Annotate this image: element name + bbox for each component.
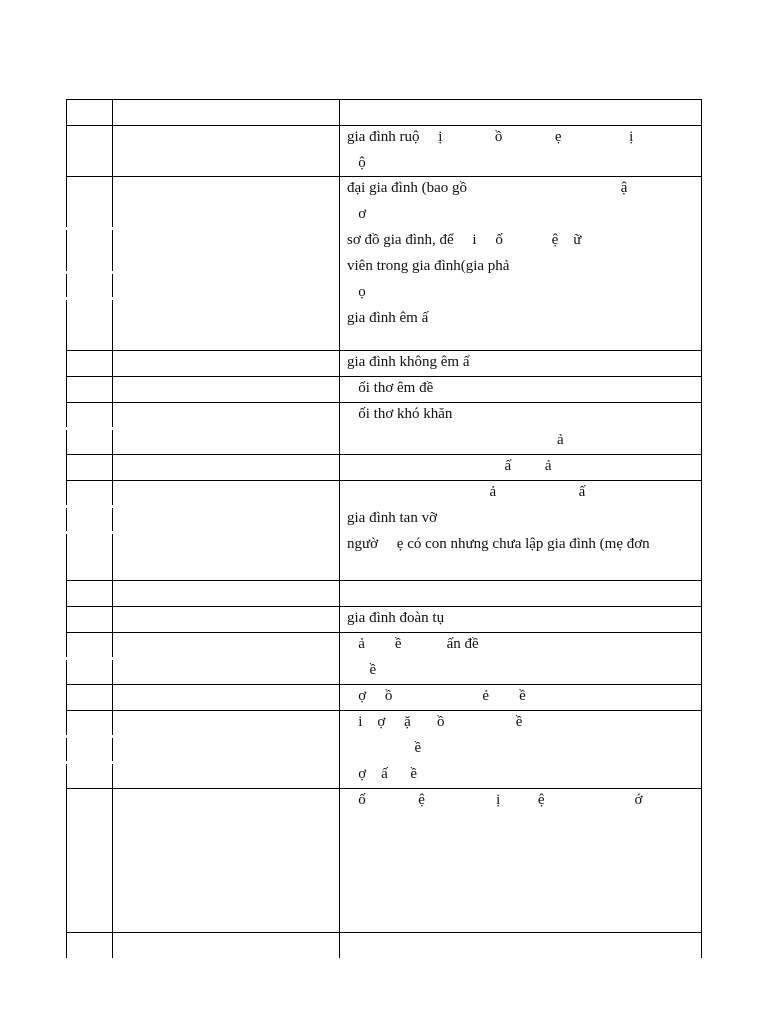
- cell-text-line: ộ: [347, 155, 366, 171]
- cell-gap: [65, 427, 68, 430]
- cell-gap: [111, 505, 114, 508]
- cell-text-line: ấ ả: [347, 458, 552, 474]
- table-row-border: [66, 376, 702, 377]
- cell-gap: [111, 531, 114, 534]
- table-row-border: [66, 402, 702, 403]
- cell-gap: [111, 227, 114, 230]
- cell-text-line: gia đình tan vỡ: [347, 510, 437, 526]
- cell-text-line: gia đình đoàn tụ: [347, 610, 445, 626]
- cell-gap: [111, 271, 114, 274]
- cell-gap: [65, 505, 68, 508]
- table-column-border: [339, 99, 340, 958]
- cell-text-line: ề: [347, 740, 422, 756]
- table-row-border: [66, 480, 702, 481]
- table-row-border: [66, 454, 702, 455]
- cell-text-line: ngườ ẹ có con nhưng chưa lập gia đình (mẹ đơn: [347, 536, 650, 552]
- table-row-border: [66, 580, 702, 581]
- cell-text-line: ố ệ ị ệ ớ: [347, 792, 643, 808]
- cell-gap: [111, 427, 114, 430]
- cell-text-line: ả ấ: [347, 484, 586, 500]
- cell-text-line: i ợ ặ ồ ề: [347, 714, 523, 730]
- table-row-border: [66, 632, 702, 633]
- cell-text-line: gia đình ruộ ị ồ ẹ ị: [347, 129, 634, 145]
- cell-gap: [65, 297, 68, 300]
- cell-gap: [111, 657, 114, 660]
- cell-text-line: gia đình không êm ấ: [347, 354, 470, 370]
- table-row-border: [66, 606, 702, 607]
- cell-gap: [65, 761, 68, 764]
- cell-gap: [65, 735, 68, 738]
- cell-gap: [65, 531, 68, 534]
- cell-text-line: ề: [347, 662, 377, 678]
- cell-gap: [111, 735, 114, 738]
- cell-text-line: ả ề ấn đề: [347, 636, 479, 652]
- table-column-border: [701, 99, 702, 958]
- cell-text-line: ối thơ khó khăn: [347, 406, 453, 422]
- cell-text-line: ả: [347, 432, 564, 448]
- cell-text-line: ối thơ êm đề: [347, 380, 434, 396]
- cell-text-line: ọ: [347, 284, 366, 300]
- table-row-border: [66, 710, 702, 711]
- cell-gap: [65, 227, 68, 230]
- cell-text-line: đại gia đình (bao gồ ậ: [347, 180, 628, 196]
- cell-gap: [111, 761, 114, 764]
- table-row-border: [66, 125, 702, 126]
- cell-text-line: ợ ồ ẻ ề: [347, 688, 526, 704]
- table-row-border: [66, 932, 702, 933]
- cell-gap: [65, 271, 68, 274]
- table-row-border: [66, 788, 702, 789]
- table-row-border: [66, 176, 702, 177]
- cell-text-line: gia đình êm ấ: [347, 310, 429, 326]
- cell-text-line: viên trong gia đình(gia phả: [347, 258, 510, 274]
- table-row-border: [66, 684, 702, 685]
- table-row-border: [66, 99, 702, 100]
- table-row-border: [66, 350, 702, 351]
- cell-text-line: ơ: [347, 206, 367, 222]
- cell-gap: [111, 297, 114, 300]
- cell-text-line: sơ đồ gia đình, để i ố ệ ữ: [347, 232, 582, 248]
- cell-gap: [65, 657, 68, 660]
- cell-text-line: ợ ấ ề: [347, 766, 417, 782]
